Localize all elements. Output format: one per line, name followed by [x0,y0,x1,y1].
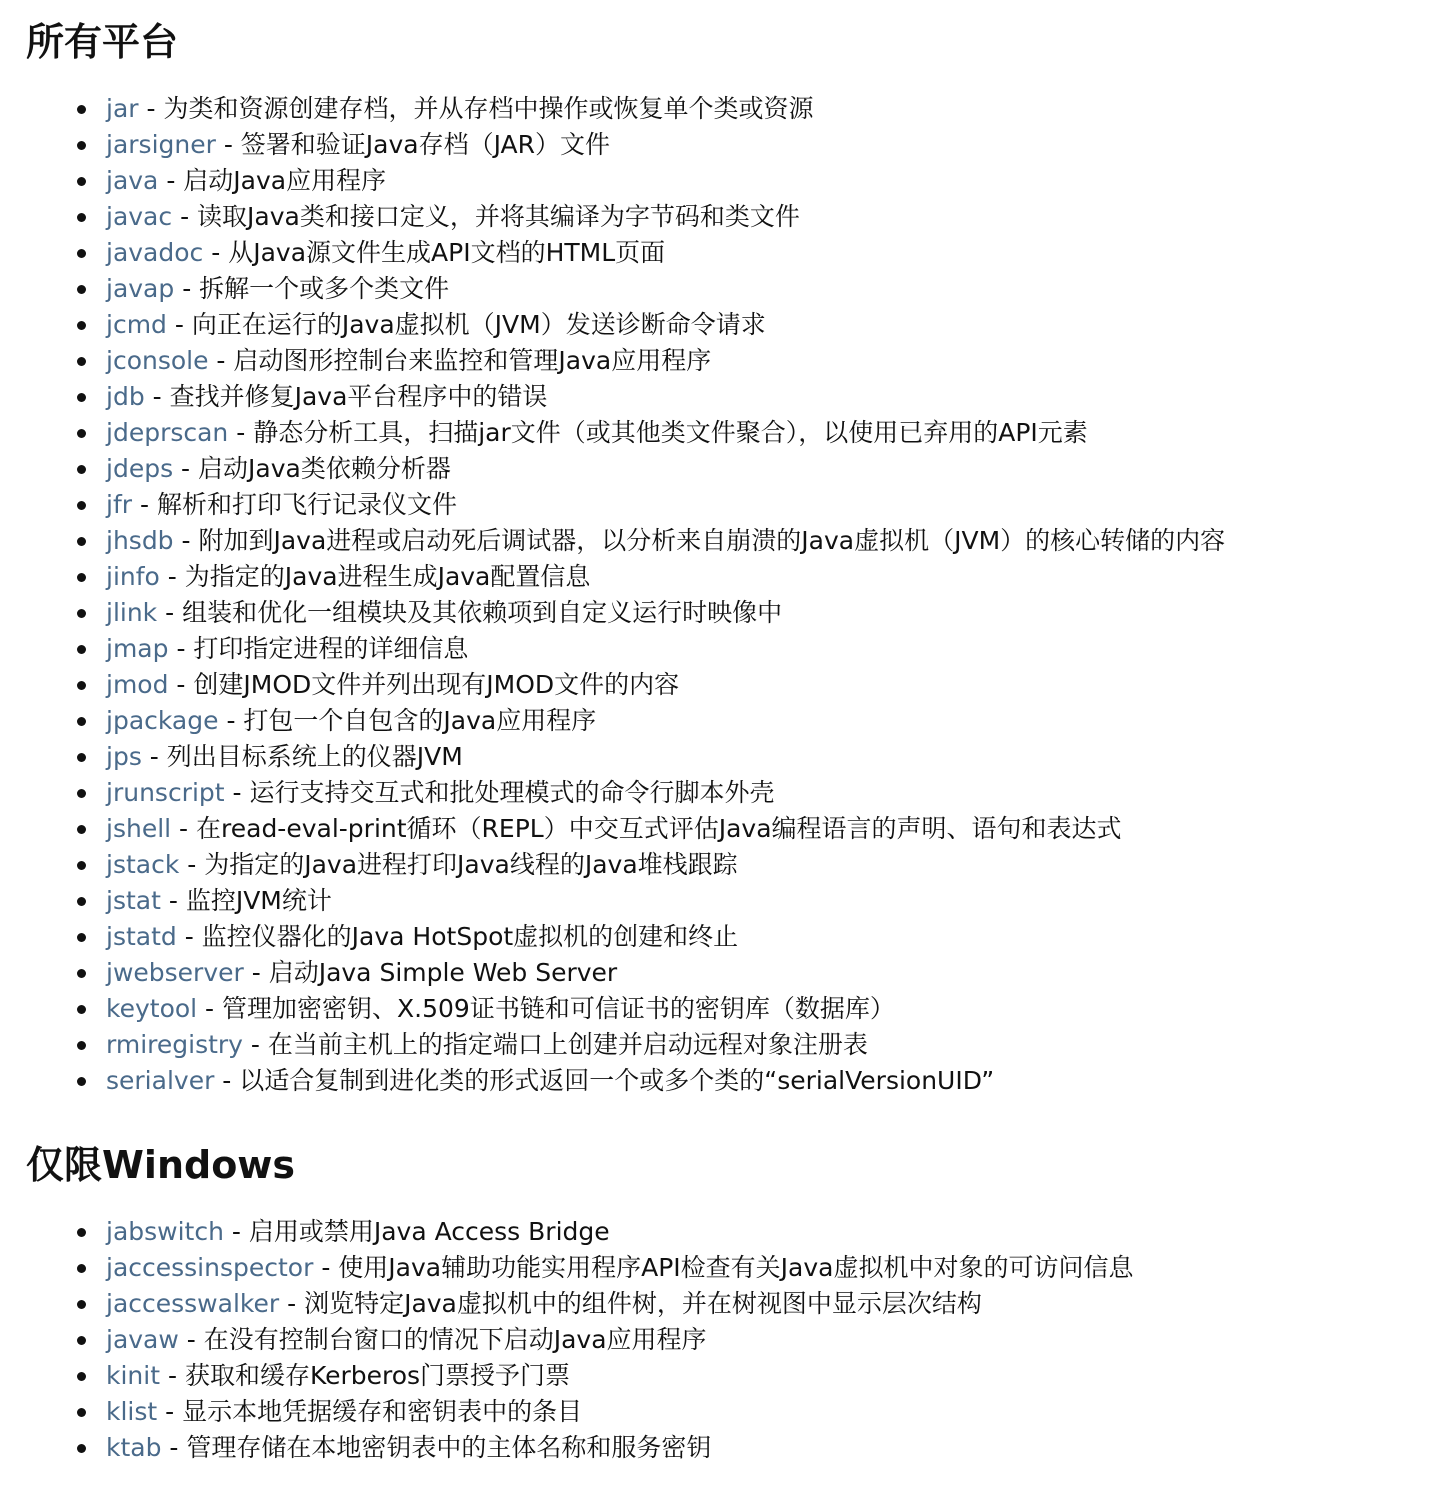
list-item-jmod [106,667,1436,703]
tool-link-serialver[interactable]: serialver [106,1066,215,1095]
list-item-jwebserver [106,955,1436,991]
list-item-jdeprscan [106,415,1436,451]
list-item-java [106,163,1436,199]
tool-link-javaw[interactable]: javaw [106,1325,179,1354]
tool-description: - 监控仪器化的Java HotSpot虚拟机的创建和终止 [176,922,739,951]
tool-link-jarsigner[interactable]: jarsigner [106,130,216,159]
tool-description: - 解析和打印飞行记录仪文件 [132,490,457,519]
tool-description: - 组装和优化一组模块及其依赖项到自定义运行时映像中 [157,598,783,627]
tool-description: - 启动图形控制台来监控和管理Java应用程序 [208,346,712,375]
list-item-jinfo [106,559,1436,595]
tool-link-jdb[interactable]: jdb [106,382,145,411]
tool-link-jpackage[interactable]: jpackage [106,706,219,735]
list-item-ktab [106,1430,1436,1466]
list-item-kinit [106,1358,1436,1394]
list-item-jdb [106,379,1436,415]
list-item-jconsole [106,343,1436,379]
tool-description: - 为指定的Java进程打印Java线程的Java堆栈跟踪 [179,850,738,879]
tool-link-jps[interactable]: jps [106,742,142,771]
list-item-jarsigner [106,127,1436,163]
tool-description: - 管理加密密钥、X.509证书链和可信证书的密钥库（数据库） [197,994,895,1023]
tool-link-javadoc[interactable]: javadoc [106,238,204,267]
tool-link-jfr[interactable]: jfr [106,490,133,519]
tool-link-jdeps[interactable]: jdeps [106,454,174,483]
tool-link-ktab[interactable]: ktab [106,1433,162,1462]
list-item-javac [106,199,1436,235]
tool-description: - 监控JVM统计 [160,886,332,915]
list-item-jar [106,91,1436,127]
list-item-klist [106,1394,1436,1430]
tool-description: - 在read-eval-print循环（REPL）中交互式评估Java编程语言的声明、语句和表达式 [171,814,1122,843]
list-item-jfr [106,487,1436,523]
tool-link-jstatd[interactable]: jstatd [106,922,177,951]
tool-description: - 为指定的Java进程生成Java配置信息 [159,562,591,591]
tool-description: - 启动Java应用程序 [158,166,387,195]
tool-link-jcmd[interactable]: jcmd [106,310,167,339]
list-item-javap [106,271,1436,307]
tool-description: - 从Java源文件生成API文档的HTML页面 [203,238,666,267]
list-item-rmiregistry [106,1027,1436,1063]
list-item-jshell [106,811,1436,847]
tool-link-jlink[interactable]: jlink [106,598,158,627]
tool-description: - 管理存储在本地密钥表中的主体名称和服务密钥 [161,1433,712,1462]
list-item-jps [106,739,1436,775]
tool-description: - 打印指定进程的详细信息 [168,634,469,663]
tool-link-jmap[interactable]: jmap [106,634,169,663]
tool-link-jwebserver[interactable]: jwebserver [106,958,244,987]
list-item-jabswitch [106,1214,1436,1250]
tool-description: - 列出目标系统上的仪器JVM [141,742,463,771]
tool-description: - 以适合复制到进化类的形式返回一个或多个类的“serialVersionUID” [214,1066,995,1095]
tool-description: - 签署和验证Java存档（JAR）文件 [215,130,611,159]
tool-link-jconsole[interactable]: jconsole [106,346,209,375]
list-item-jpackage [106,703,1436,739]
list-item-jcmd [106,307,1436,343]
tool-link-rmiregistry[interactable]: rmiregistry [106,1030,243,1059]
tool-list-windows-only [26,1214,1436,1466]
tool-description: - 查找并修复Java平台程序中的错误 [144,382,548,411]
list-item-jrunscript [106,775,1436,811]
list-item-serialver [106,1063,1436,1099]
tool-description: - 启用或禁用Java Access Bridge [223,1217,610,1246]
tool-description: - 使用Java辅助功能实用程序API检查有关Java虚拟机中对象的可访问信息 [313,1253,1134,1282]
tool-link-javap[interactable]: javap [106,274,175,303]
section-title-all-platforms: 所有平台 [26,20,179,64]
tool-description: - 创建JMOD文件并列出现有JMOD文件的内容 [168,670,680,699]
section-title-windows-only: 仅限Windows [26,1143,296,1187]
tool-link-jhsdb[interactable]: jhsdb [106,526,174,555]
tool-link-jar[interactable]: jar [106,94,139,123]
tool-description: - 启动Java类依赖分析器 [173,454,451,483]
tool-description: - 运行支持交互式和批处理模式的命令行脚本外壳 [224,778,775,807]
tool-description: - 读取Java类和接口定义，并将其编译为字节码和类文件 [172,202,800,231]
tool-description: - 启动Java Simple Web Server [243,958,618,987]
tool-link-keytool[interactable]: keytool [106,994,198,1023]
list-item-jstatd [106,919,1436,955]
tool-link-kinit[interactable]: kinit [106,1361,161,1390]
list-item-jlink [106,595,1436,631]
list-item-jstat [106,883,1436,919]
list-item-jaccesswalker [106,1286,1436,1322]
tool-link-javac[interactable]: javac [106,202,173,231]
tool-link-klist[interactable]: klist [106,1397,158,1426]
list-item-jstack [106,847,1436,883]
tool-link-jinfo[interactable]: jinfo [106,562,160,591]
tool-link-jshell[interactable]: jshell [106,814,172,843]
tool-description: - 向正在运行的Java虚拟机（JVM）发送诊断命令请求 [166,310,766,339]
tool-link-jaccesswalker[interactable]: jaccesswalker [106,1289,280,1318]
list-item-javadoc [106,235,1436,271]
tool-description: - 浏览特定Java虚拟机中的组件树，并在树视图中显示层次结构 [279,1289,982,1318]
tool-link-jabswitch[interactable]: jabswitch [106,1217,224,1246]
tool-list-all-platforms [26,91,1436,1099]
list-item-jaccessinspector [106,1250,1436,1286]
list-item-jhsdb [106,523,1436,559]
tool-description: - 静态分析工具，扫描jar文件（或其他类文件聚合），以使用已弃用的API元素 [228,418,1088,447]
tool-link-jrunscript[interactable]: jrunscript [106,778,225,807]
tool-description: - 附加到Java进程或启动死后调试器，以分析来自崩溃的Java虚拟机（JVM）的核心转储的内容 [173,526,1226,555]
tool-description: - 在当前主机上的指定端口上创建并启动远程对象注册表 [242,1030,868,1059]
tool-link-jstat[interactable]: jstat [106,886,161,915]
list-item-jmap [106,631,1436,667]
tool-link-jstack[interactable]: jstack [106,850,180,879]
tool-description: - 在没有控制台窗口的情况下启动Java应用程序 [178,1325,707,1354]
tool-description: - 拆解一个或多个类文件 [174,274,450,303]
list-item-jdeps [106,451,1436,487]
tool-link-jmod[interactable]: jmod [106,670,169,699]
tool-link-java[interactable]: java [106,166,159,195]
tool-description: - 为类和资源创建存档，并从存档中操作或恢复单个类或资源 [138,94,814,123]
tool-description: - 显示本地凭据缓存和密钥表中的条目 [157,1397,583,1426]
tool-link-jdeprscan[interactable]: jdeprscan [106,418,229,447]
tool-description: - 打包一个自包含的Java应用程序 [218,706,597,735]
tool-link-jaccessinspector[interactable]: jaccessinspector [106,1253,314,1282]
list-item-keytool [106,991,1436,1027]
tool-description: - 获取和缓存Kerberos门票授予门票 [160,1361,571,1390]
list-item-javaw [106,1322,1436,1358]
